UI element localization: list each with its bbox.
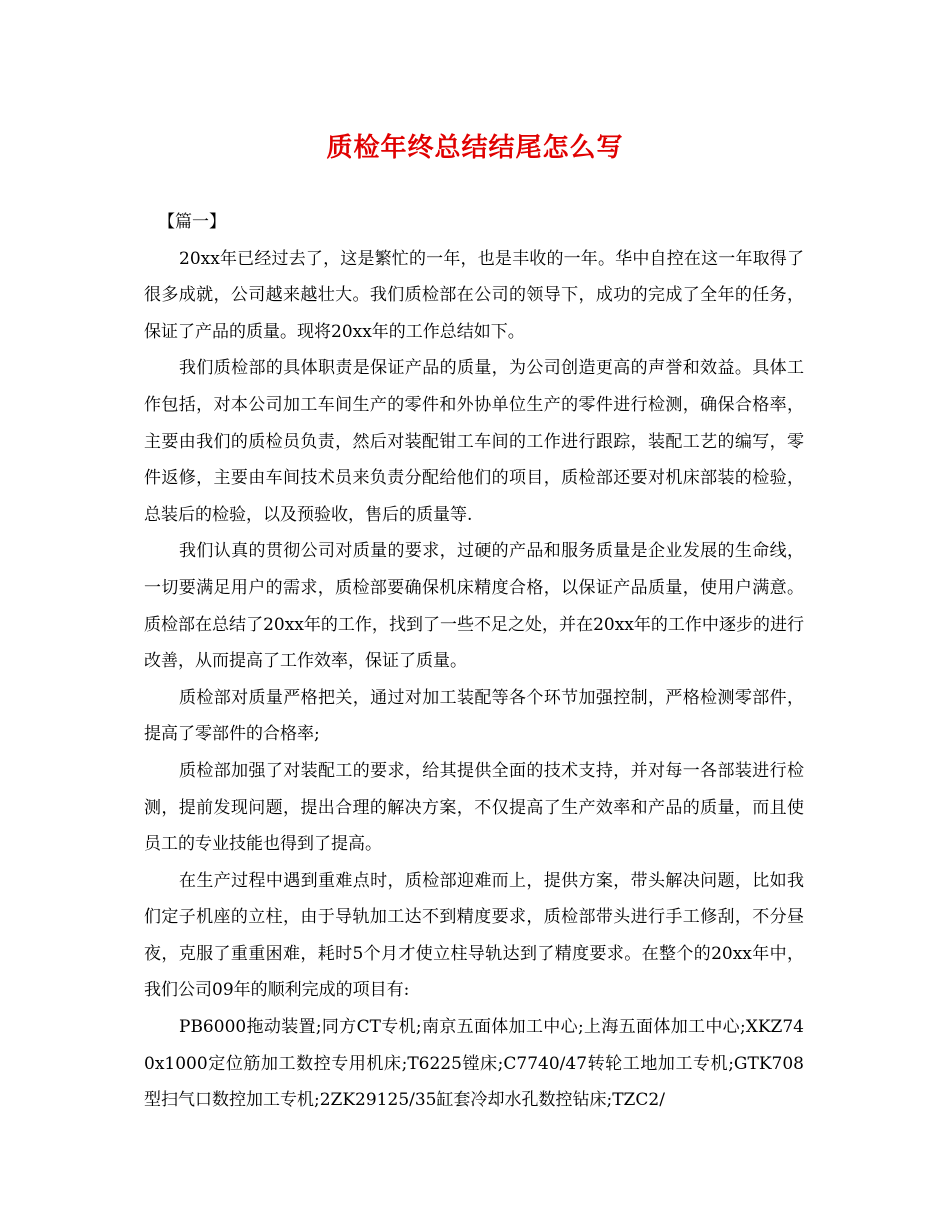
paragraph-5: 质检部加强了对装配工的要求，给其提供全面的技术支持，并对每一各部装进行检测，提前发现问题，提出合理的解决方案，不仅提高了生产效率和产品的质量，而且使员工的专业技能也得到了提高。 [144, 760, 804, 855]
section-label: 【篇一】 [158, 212, 226, 232]
paragraph-3: 我们认真的贯彻公司对质量的要求，过硬的产品和服务质量是企业发展的生命线，一切要满足用户的需求，质检部要确保机床精度合格，以保证产品质量，使用户满意。质检部在总结了20xx年的工作，找到了一些不足之处，并在20xx年的工作中逐步的进行改善，从而提高了工作效率，保证了质量。 [144, 541, 804, 672]
paragraph-4: 质检部对质量严格把关，通过对加工装配等各个环节加强控制，严格检测零部件，提高了零部件的合格率; [144, 687, 804, 745]
paragraph-1: 20xx年已经过去了，这是繁忙的一年，也是丰收的一年。华中自控在这一年取得了很多成就，公司越来越壮大。我们质检部在公司的领导下，成功的完成了全年的任务，保证了产品的质量。现将20xx年的工作总结如下。 [144, 248, 804, 342]
paragraph-7: PB6000拖动装置;同方CT专机;南京五面体加工中心;上海五面体加工中心;XKZ740x1000定位筋加工数控专用机床;T6225镗床;C7740/47转轮工地加工专机;GTK708型扫气口数控加工专机;2ZK29125/35缸套冷却水孔数控钻床;TZC2/ [144, 1017, 804, 1111]
document-title: 质检年终总结结尾怎么写 [326, 133, 624, 163]
paragraph-2: 我们质检部的具体职责是保证产品的质量，为公司创造更高的声誉和效益。具体工作包括，对本公司加工车间生产的零件和外协单位生产的零件进行检测，确保合格率，主要由我们的质检员负责，然后对装配钳工车间的工作进行跟踪，装配工艺的编写，零件返修，主要由车间技术员来负责分配给他们的项目，质检部还要对机床部装的检验，总装后的检验，以及预验收，售后的质量等. [144, 358, 804, 525]
paragraph-6: 在生产过程中遇到重难点时，质检部迎难而上，提供方案，带头解决问题，比如我们定子机座的立柱，由于导轨加工达不到精度要求，质检部带头进行手工修刮，不分昼夜，克服了重重困难，耗时5个月才使立柱导轨达到了精度要求。在整个的20xx年中，我们公司09年的顺利完成的项目有: [144, 870, 804, 1001]
document-body [144, 204, 804, 1119]
